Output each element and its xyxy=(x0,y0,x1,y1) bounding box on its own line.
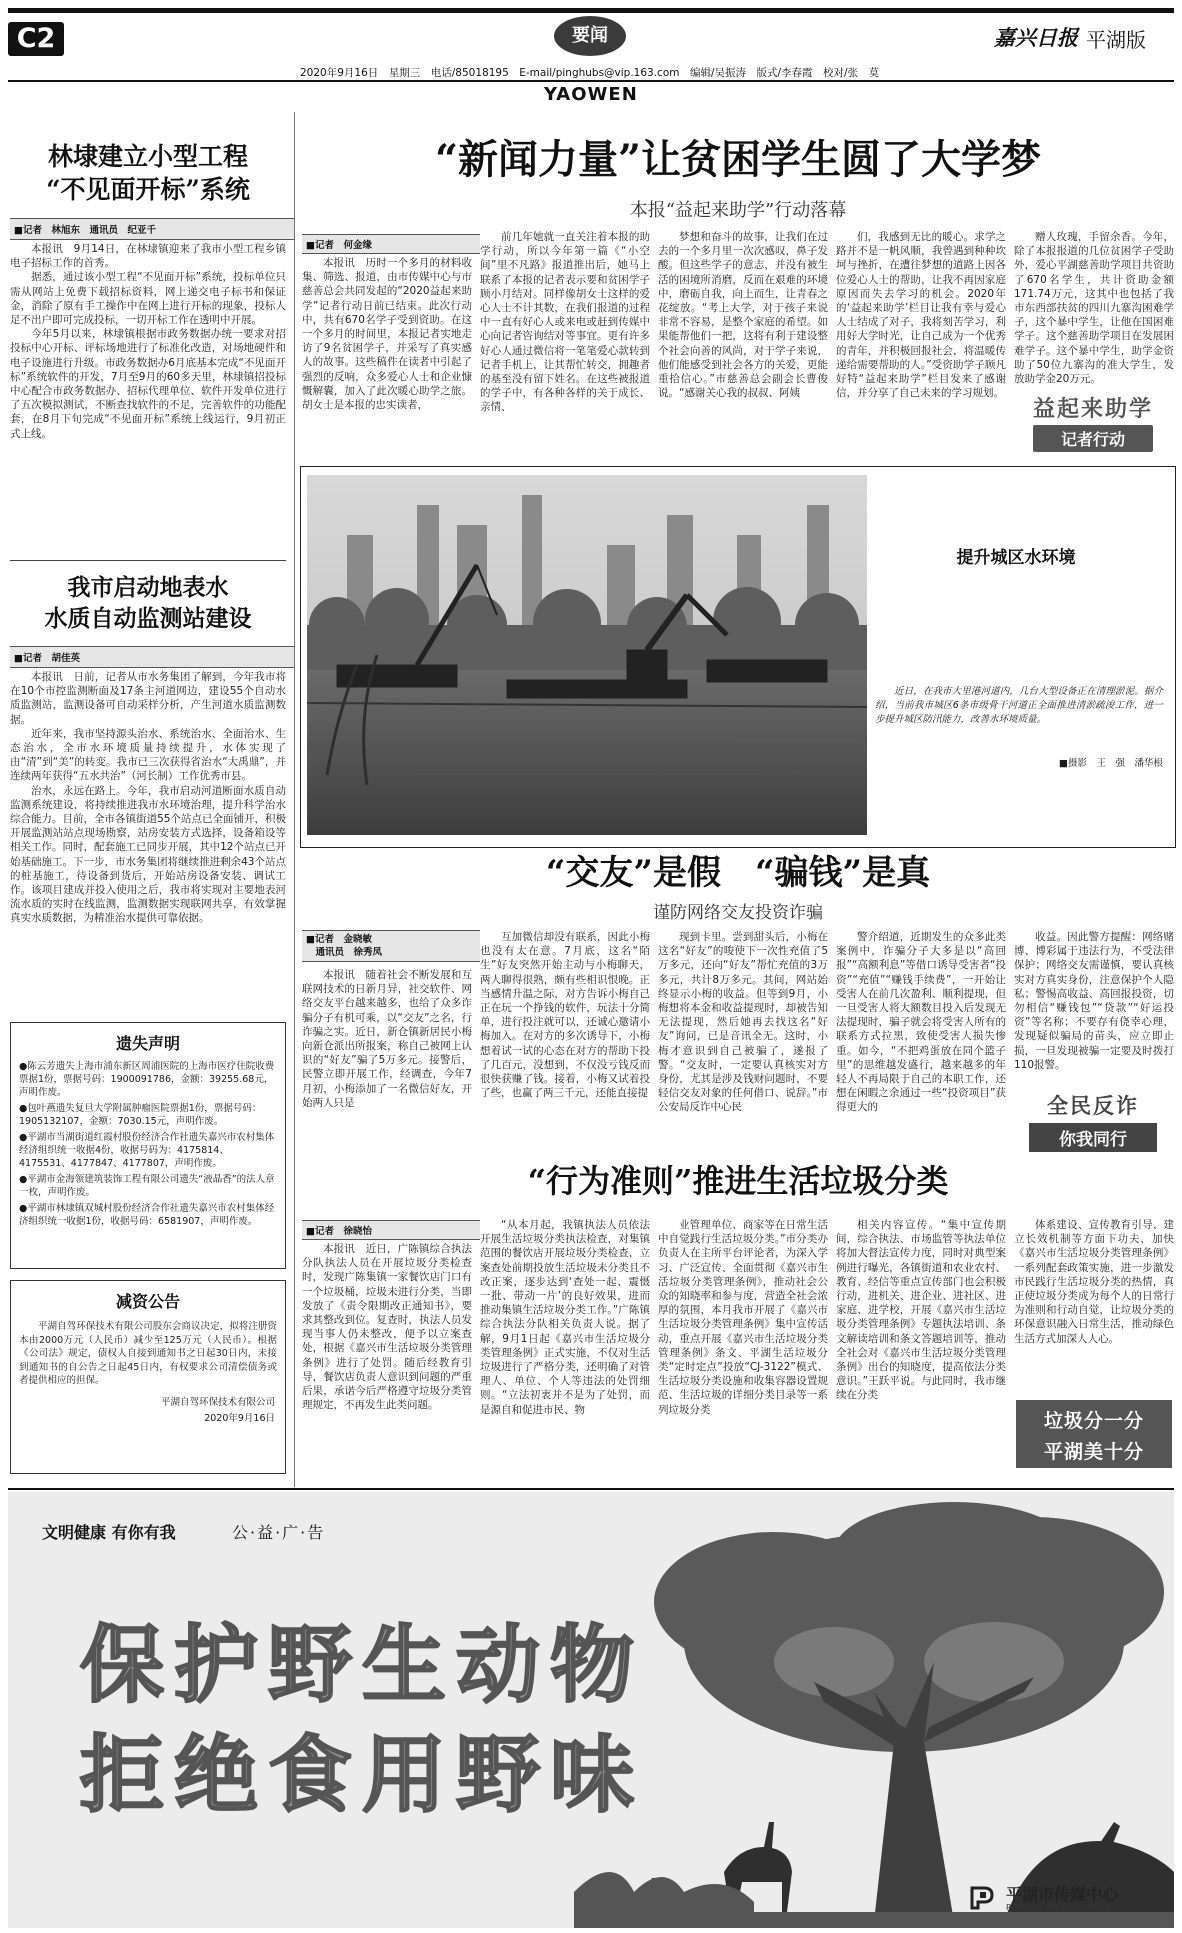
lead-col-4 xyxy=(836,230,1006,456)
left-column-divider xyxy=(294,112,295,1487)
paragraph: 收益。因此警方提醒：网络赌博、博彩属于违法行为，不受法律保护；网络交友需谨慎，要认真核实对方真实身份，注意保护个人隐私；警惕高收益、高回报投资，切勿相信“赚钱包”“贷款”“好运投资”等名称；不要存有侥幸心理，发现疑似骗局的苗头，应立即止损，一旦发现被骗一定要及时拨打110报警。 xyxy=(1014,931,1174,1071)
capital-notice-date: 2020年9月16日 xyxy=(204,1412,275,1424)
fraud-col-2 xyxy=(480,930,650,1154)
fraud-headline: “交友”是假 “骗钱”是真 xyxy=(545,853,931,893)
byline-line: 通讯员 徐秀凤 xyxy=(306,947,383,958)
garbage-badge-line2: 平湖美十分 xyxy=(1043,1441,1144,1463)
garbage-byline: ■记者 徐晓怡 xyxy=(302,1220,480,1240)
lead-col-5 xyxy=(1014,230,1174,390)
garbage-badge xyxy=(1016,1400,1172,1468)
left-article-2-byline: ■记者 胡佳英 xyxy=(10,646,294,668)
left-article-2-body xyxy=(10,670,286,1010)
paragraph: 近年来，我市坚持源头治水、系统治水、全面治水、生态治水，全市水环境质量持续提升，水体实现了由“清”到“美”的转变。我市已三次获得省治水“大禹鼎”，并连续两年获得“五水共治”（河长制）工作优秀市县。 xyxy=(10,727,286,783)
left-article-1-body xyxy=(10,242,286,554)
psa-top-rule xyxy=(8,1488,1174,1490)
fraud-col-1 xyxy=(302,968,472,1154)
paper-logo: 嘉兴日报 xyxy=(994,25,1078,50)
garbage-badge-line1: 垃圾分一分 xyxy=(1043,1410,1144,1432)
paragraph: 前几年她就一直关注着本报的助学行动，所以今年第一篇《“小空间”里不凡路》报道推出后，她马上联系了本报的记者表示要和贫困学子顾小月结对。同样像胡女士这样的爱心人士不计其数，在我们报道的过程中一直有好心人或来电或赶到传媒中心向记者咨询结对等事宜。更有许多好心人通过微信将一笔笔爱心款转到记者手机上，让其帮忙转交，拥趣者的基至没有留下姓名。在这些被报道的学子中，有各种各样的关于成长、亲情、 xyxy=(480,231,650,414)
media-center-name: 平湖市传媒中心 xyxy=(1006,1885,1119,1904)
title-line: 水质自动监测站建设 xyxy=(44,605,252,632)
paragraph: “从本月起，我镇执法人员依法开展生活垃圾分类执法检查，对集镇范围的餐饮店开展垃圾分类检查，立案查处前期投放生活垃圾未分类且不改正案，逐步达到‘查处一起、震慑一批、带动一片’的良好效果，进而推动集镇生活垃圾分类工作。”广陈镇综合执法分队相关负责人说。据了解，9月1日起《嘉兴市生活垃圾分类管理条例》正式实施，不仅对生活垃圾进行了严格分类，还明确了对管理人、单位、个人等违法的处罚细则。“立法初衷并不是为了处罚，而是源自和促进市民、物 xyxy=(480,1219,650,1416)
section-pinyin: YAOWEN xyxy=(544,84,638,105)
capital-notice-box xyxy=(10,1280,286,1474)
paragraph: 们，我感到无比的暖心。求学之路并不是一帆风顺，我曾遇到种种坎坷与挫折，在遭往梦想的道路上因各位爱心人士的帮助，让我不再因家庭原因而失去学习的机会。2020年的‘益起来助学’栏目让我有幸与爱心人士结成了对子，我将刻苦学习，利用好大学时光，让自己成为一个优秀的青年，并积极回报社会，将温暖传递给需要帮助的人。”受资助学子顾凡好特“益起来助学”栏目发来了感谢信，并分享了自己未来的学习规划。 xyxy=(836,231,1006,400)
title-line: 林埭建立小型工程 xyxy=(47,142,248,171)
loss-notice-box xyxy=(10,1022,286,1269)
fraud-subheadline: 谨防网络交友投资诈骗 xyxy=(653,903,823,923)
capital-notice-body xyxy=(11,1320,285,1388)
paragraph: 本报讯 日前，记者从市水务集团了解到，今年我市将在10个市控监测断面及17条主河道网边，建设55个自动水质监测站，监测设备可自动采样分析，产生河道水质监测数据。 xyxy=(10,671,286,726)
fraud-byline xyxy=(302,930,480,962)
media-center-icon xyxy=(968,1882,998,1912)
notice-item: ●平湖市当湖街道红霞村股份经济合作社遗失嘉兴市农村集体经济组织统一收据4份，收据号码为：4175814、4175531、4177847、4177807，声明作废。 xyxy=(19,1132,275,1169)
left-article-1-title xyxy=(10,140,286,206)
left-article-1-byline: ■记者 林旭东 通讯员 纪亚千 xyxy=(10,218,294,240)
paragraph: 平湖自驾环保技术有限公司股东会商议决定，拟将注册资本由2000万元（人民币）减少至125万元（人民币）。根据《公司法》规定，债权人自接到通知书之日起30日内，未接到通知书的自公告之日起45日内，有权要求公司清偿债务或者提供相应的担保。 xyxy=(19,1321,277,1386)
garbage-col-4 xyxy=(836,1218,1006,1474)
garbage-headline: “行为准则”推进生活垃圾分类 xyxy=(527,1162,949,1200)
paragraph: 本报讯 9月14日，在林埭镇迎来了我市小型工程乡镇电子招标工作的首秀。 xyxy=(10,243,286,270)
top-border xyxy=(8,8,1174,13)
psa-label: 公·益·广·告 xyxy=(232,1523,326,1542)
edition-label: 平湖版 xyxy=(1086,28,1146,52)
psa-tagline: 文明健康 有你有我 xyxy=(42,1523,176,1542)
photo-dredging-scene xyxy=(307,475,867,835)
capital-notice-signature: 平湖自驾环保技术有限公司 xyxy=(160,1396,275,1408)
paragraph: 体系建设、宣传教育引导、建立长效机制等方面下功夫，加快《嘉兴市生活垃圾分类管理条例》一系列配套政策实施，进一步激发市民践行生活垃圾分类的热情，真正使垃圾分类成为每个人的日常行为准则和行动自觉，让垃圾分类的环保意识融入日常生活，推动绿色生活方式加深人人心。 xyxy=(1014,1219,1174,1345)
paragraph: 本报讯 近日，广陈镇综合执法分队执法人员在开展垃圾分类检查时，发现广陈集镇一家餐饮店门口有一个垃圾桶，垃圾未进行分类，当即发放了《责令限期改正通知书》，要求其整改到位。复查时，执法人员发现当事人仍未整改，便予以立案查处，根据《嘉兴市生活垃圾分类管理条例》进行了处罚。随后经教育引导，餐饮店负责人意识到问题的严重后果，承诺今后严格遵守垃圾分类管理规定，不再发生此类问题。 xyxy=(302,1243,472,1412)
page-code-badge: C2 xyxy=(8,22,64,56)
title-line: “不见面开标”系统 xyxy=(46,175,250,204)
fraud-col-4 xyxy=(836,930,1006,1154)
paragraph: 赠人玫瑰，手留余香。今年，除了本报报道的几位贫困学子受助外，爱心平湖慈善助学项目共资助了670名学生，共计资助金额171.74万元，这其中也包括了我市东西部扶贫的四川九寨沟困难学子，这个暴中学生，让他在国困难学子。这个慈善助学项目在发展困难学子。这个暴中学生，助学金资助了50位九寨沟的准大学生，发放助学金20万元。 xyxy=(1014,231,1174,386)
media-center-name-en: PINGHU MEDIA CENTER xyxy=(1006,1903,1120,1912)
fraud-col-5 xyxy=(1014,930,1174,1080)
notice-item: ●陈云芳遗失上海市浦东新区周浦医院的上海市医疗住院收费票据1份，票据号码：1900091786，金额：39255.68元，声明作废。 xyxy=(19,1061,275,1098)
title-line: 我市启动地表水 xyxy=(67,574,229,601)
psa-panel xyxy=(8,1492,1174,1928)
garbage-col-2 xyxy=(480,1218,650,1474)
paragraph: 现到卡里。尝到甜头后，小梅在这名“好友”的唆使下一次性充值了5万多元，还向“好友”帮忙充值的3万多元，共计8万多元。其间，网站始终显示小梅的收益。但等到9月，小梅想将本金和收益提现时，却被告知无法提现，然后她再去找这名“好友”询问，已是音讯全无。这时，小梅才意识到自己被骗了，遂报了警。“交友时，一定要认真核实对方身份，尤其是涉及钱财问题时，不要轻信交友对象的任何借口、说辞。”市公安局反诈中心民 xyxy=(658,931,828,1114)
section-badge: 要闻 xyxy=(554,16,626,56)
garbage-col-5 xyxy=(1014,1218,1174,1394)
notice-item: ●平湖市林埭镇双城村股份经济合作社遗失嘉兴市农村集体经济组织统一收据1份，收据号码：6581907，声明作废。 xyxy=(19,1203,275,1227)
media-center-logo xyxy=(968,1878,1168,1920)
lead-byline: ■记者 何金缘 xyxy=(302,234,480,254)
psa-slogan-line2: 拒绝食用野味 xyxy=(80,1725,645,1824)
paragraph: 互加微信却没有联系，因此小梅也没有太在意。7月底，这名“陌生”好友突然开始主动与小梅聊天，两人聊得很熟，颇有些相识恨晚。正当感情升温之际，对方告诉小梅自己正在玩一个挣钱的软件，玩法十分简单，进行投注就可以，还诚心邀请小梅加入。在对方的多次诱导下，小梅想着试一试的心态在对方的帮助下投了几百元，没想到，不仅没亏钱反而很快获赚了钱。接着，小梅又试着投了些，也赢了两三千元，还能直接提 xyxy=(480,931,650,1100)
paragraph: 警介绍道，近期发生的众多此类案例中，诈骗分子大多是以“高回报”“高额利息”等借口诱导受害者“投资”“充值”“赚钱手续费”，一开始让受害人在前几次盈利、顺利提现，但一旦受害人将大额数目投入后发现无法提现时，骗子就会将受害人所有的联系方式拉黑，致使受害人损失惨重。如今，“不把鸡蛋放在同个篮子里”的思维越发盛行，越来越多的年轻人不再局限于自己的本职工作，还想在闲暇之余通过一些“投资项目”获得更大的 xyxy=(836,931,1006,1114)
photo-frame xyxy=(300,466,1176,848)
notice-item: ●包叶燕遗失复旦大学附属肿瘤医院票据1份，票据号码：1905132107，金额：7030.15元，声明作废。 xyxy=(19,1103,262,1127)
fraud-col-3 xyxy=(658,930,828,1154)
lead-headline: “新闻力量”让贫困学生圆了大学梦 xyxy=(434,136,1041,183)
masthead-rule xyxy=(8,80,1174,82)
photo-caption: 近日，在我市大里港河道内，几台大型设备正在清理淤泥。据介绍，当前我市城区6条市级骨干河道正全面推进清淤疏浚工作，进一步提升城区防汛能力，改善水环境质量。 xyxy=(875,686,1163,725)
left-divider xyxy=(10,560,286,561)
info-line: 2020年9月16日 星期三 电话/85018195 E-mail/pinghubs@vip.163.com 编辑/吴振涛 版式/李春霞 校对/张 莫 xyxy=(300,67,880,79)
paragraph: 治水，永远在路上。今年，我市启动河道断面水质自动监测系统建设，将持续推进我市水环境治理，提升科学治水综合能力。目前，全市各镇街道55个站点已全面铺开，积极开展监测站站点现场勘察，站房安装方式选择，设备箱设等相关工作。同时，配套施工已同步开展，其中12个站点已开始基础施工。下一步，市水务集团将继续推进剩余43个站点的桩基施工，待设备到货后，开始站房设备安装、调试工作。该项目建成并投入使用之后，我市将实现对主要地表河流水质的实时在线监测，监测数据实现联网共享，有效掌握真实水质数据，为精准治水提供可靠依据。 xyxy=(10,784,286,925)
loss-notice-items xyxy=(11,1060,285,1228)
lead-col-3 xyxy=(658,230,828,456)
paragraph: 业管理单位、商家等在日常生活中自觉践行生活垃圾分类。”市分类办负责人在主所平台评论者，为深入学习、广泛宣传、全面贯彻《嘉兴市生活垃圾分类管理条例》，推动社会公众的知晓率和参与度，营造全社会浓厚的氛围，本月我市开展了《嘉兴市生活垃圾分类管理条例》集中宣传活动，重点开展《嘉兴市生活垃圾分类管理条例》条文、平湖生活垃圾分类“定时定点”投放“CJ-3122”模式、生活垃圾分类设施和收集容器设置规范、生活垃圾的详细分类目录等一系列垃圾分类 xyxy=(658,1219,828,1416)
lead-badge xyxy=(1014,392,1172,452)
psa-slogan xyxy=(80,1610,840,1830)
notice-item: ●平湖市金海领建筑装饰工程有限公司遗失“液晶香”的法人章一枚，声明作废。 xyxy=(19,1174,275,1198)
left-article-2-title xyxy=(10,572,286,634)
psa-slogan-line1: 保护野生动物 xyxy=(80,1615,645,1714)
paragraph: 梦想和奋斗的故事，让我们在过去的一个多月里一次次感叹，鼻子发酸。但这些学子的意志，并没有被生活的困境所消磨，反而在艰难的环境中，磨砺自我，向上而生，让青春之花绽放。“考上大学，对于孩子来说非常不容易，是整个家庭的希望。如果能帮他们一把，这将有利于建设整个社会向善的风尚，对于学子来说，他们能感受到社会各方的关爱，更能重拾信心。”市慈善总会副会长曹俊说。“感谢关心我的叔叔、阿姨 xyxy=(658,231,828,400)
paragraph: 本报讯 随着社会不断发展和互联网技术的日新月异，社交软件、网络交友平台越来越多，也给了众多诈骗分子有机可乘，以“交友”之名，行诈骗之实。近日，新仓镇新居民小梅向新仓派出所报案，称自己被网上认识的“好友”骗了5万多元。接警后，民警立即开展工作，经调查，今年7月初，小梅添加了一名微信好友，开始两人只是 xyxy=(302,969,472,1109)
garbage-col-1 xyxy=(302,1242,472,1474)
fraud-badge-line2: 你我同行 xyxy=(1029,1123,1157,1152)
paragraph: 本报讯 历时一个多月的材料收集、筛选、报道，由市传媒中心与市慈善总会共同发起的“2020益起来助学”记者行动日前已结束。此次行动中，共有670名学子受到资助。在这一个多月的时间里，本报记者实地走访了9名贫困学子，并采写了真实感人的故事。这些稿件在读者中引起了强烈的反响，众多爱心人士和企业慷慨解囊，加入了此次暖心助学之旅。胡女士是本报的忠实读者， xyxy=(302,257,472,412)
paragraph: 据悉，通过该小型工程“不见面开标”系统，投标单位只需从网站上免费下载招标资料，网上递交电子标书和保证金，消除了原有手工操作中在网上进行开标的现象，投标人足不出户即可完成投标，一切开标工作在透明中开展。 xyxy=(10,271,286,327)
paragraph: 今年5月以来，林埭镇根据市政务数据办统一要求对招投标中心开标、评标场地进行了标准化改造，对场地硬件和电子设施进行升级。市政务数据办6月底基本完成“不见面开标”系统软件的开发，7月至9月的60多天里，林埭镇招投标中心配合市政务数据办、招标代理单位、软件开发单位进行了五次模拟测试，不断查找软件的不足，完善软件的功能配套，在8月下旬完成“不见面开标”系统上线运行，9月初正式上线。 xyxy=(10,328,286,440)
fraud-badge xyxy=(1018,1090,1168,1150)
lead-col-2 xyxy=(480,230,650,456)
photo-credit: ■摄影 王 强 潘华根 xyxy=(1059,758,1163,769)
byline-line: ■记者 金晓敏 xyxy=(306,934,372,945)
loss-notice-title: 遗失声明 xyxy=(115,1034,180,1053)
capital-notice-title: 减资公告 xyxy=(115,1292,180,1311)
lead-col-1 xyxy=(302,256,472,456)
lead-badge-line2: 记者行动 xyxy=(1033,425,1153,452)
garbage-col-3 xyxy=(658,1218,828,1474)
photo-title: 提升城区水环境 xyxy=(956,548,1076,568)
fraud-badge-line1: 全民反诈 xyxy=(1047,1094,1139,1118)
lead-subheadline: 本报“益起来助学”行动落幕 xyxy=(629,200,847,221)
lead-badge-line1: 益起来助学 xyxy=(1032,396,1153,422)
paragraph: 相关内容宣传。“集中宣传期间，综合执法、市场监管等执法单位将加大督法宣传力度，同时对典型案例进行曝光，各镇街道和农业农村、教育、经信等重点宣传部门也会积极行动，进机关、进企业、进社区、进家庭、进学校，开展《嘉兴市生活垃圾分类管理条例》专题执法培训、条文解读培训和条文答题培训等，推动全社会对《嘉兴市生活垃圾分类管理条例》出台的知晓度，提高依法分类意识。”王跃平说。与此同时，我市继续在分类 xyxy=(836,1219,1006,1402)
